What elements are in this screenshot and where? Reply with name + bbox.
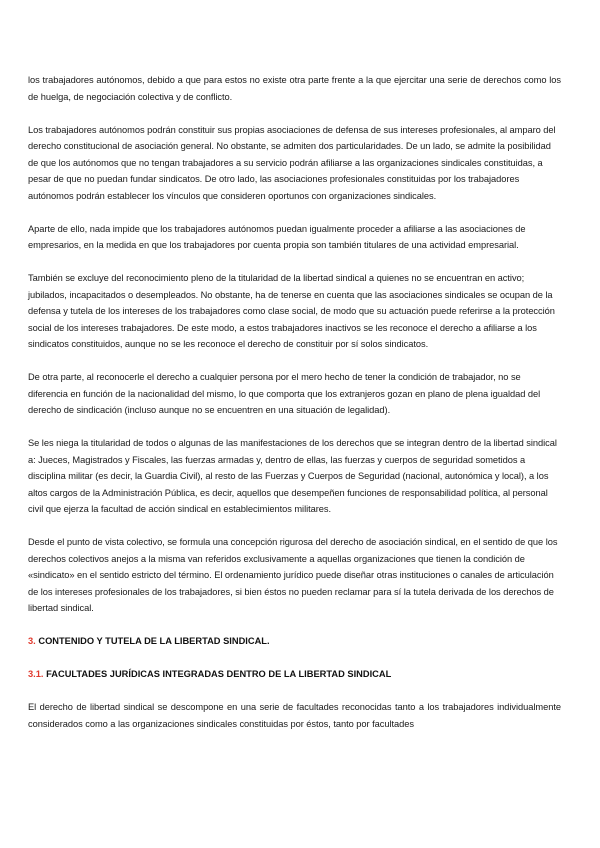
paragraph-facultades: El derecho de libertad sindical se descompone en una serie de facultades reconocidas tanto a los trabajadores individualmente considerados como a las organizaciones sindicales constituidas por éstos, tanto por facultades xyxy=(28,702,561,729)
section-title: CONTENIDO Y TUTELA DE LA LIBERTAD SINDICAL. xyxy=(35,636,270,646)
section-heading-3-1 xyxy=(28,666,561,683)
paragraph-asociaciones-empresarios: Aparte de ello, nada impide que los trabajadores autónomos puedan igualmente proceder a afiliarse a las asociaciones de empresarios, en la medida en que los trabajadores por cuenta propia son también titulares de una actividad empresarial. xyxy=(28,223,526,250)
paragraph-nacionalidad: De otra parte, al reconocerle el derecho a cualquier persona por el mero hecho de tener la condición de trabajador, no se diferencia en función de la nacionalidad del mismo, lo que comporta que los extranjeros gozan en plano de plena igualdad del derecho de sindicación (incluso aunque no se encuentren en una situación de legalidad). xyxy=(28,372,541,415)
section-heading-3 xyxy=(28,633,561,650)
section-number: 3. xyxy=(28,636,36,646)
subsection-number: 3.1. xyxy=(28,669,44,679)
page-content xyxy=(28,72,561,732)
paragraph-punto-vista-colectivo: Desde el punto de vista colectivo, se formula una concepción rigurosa del derecho de asociación sindical, en el sentido de que los derechos colectivos anejos a la misma van referidos exclusivamente a aquellas organizaciones que tienen la condición de «sindicato» en el sentido estricto del término. El ordenamiento jurídico puede diseñar otras instituciones o canales de articulación de los intereses profesionales de los trabajadores, si bien éstos no pueden reclamar para sí la tutela derivada de los derechos de libertad sindical. xyxy=(28,537,558,613)
paragraph-no-activos: También se excluye del reconocimiento pleno de la titularidad de la libertad sindical a quienes no se encuentran en activo; jubilados, incapacitados o desempleados. No obstante, ha de tenerse en cuenta que las asociaciones sindicales se ocupan de la defensa y tutela de los intereses de los trabajadores como clase social, de modo que su actuación puede referirse a la protección social de los intereses trabajadores. De este modo, a estos trabajadores inactivos se les reconoce el derecho a afiliarse a los sindicatos constituidos, aunque no se les reconoce el derecho de constituir por sí solos sindicatos. xyxy=(28,273,555,349)
paragraph-exclusiones: Se les niega la titularidad de todos o algunas de las manifestaciones de los derechos que se integran dentro de la libertad sindical a: Jueces, Magistrados y Fiscales, las fuerzas armadas y, dentro de ellas, las fuerzas y cuerpos de seguridad sometidos a disciplina militar (es decir, la Guardia Civil), al resto de las Fuerzas y Cuerpos de Seguridad (nacional, autonómica y local), a los altos cargos de la Administración Pública, es decir, aquellos que desempeñen funciones de responsabilidad política, al personal civil que ejerza la facultad de acción sindical en establecimientos militares. xyxy=(28,438,557,514)
subsection-title: FACULTADES JURÍDICAS INTEGRADAS DENTRO DE LA LIBERTAD SINDICAL xyxy=(43,669,392,679)
paragraph-autonomos-intro: los trabajadores autónomos, debido a que para estos no existe otra parte frente a la que ejercitar una serie de derechos como los de huelga, de negociación colectiva y de conflicto. xyxy=(28,75,561,102)
paragraph-asociaciones-autonomos: Los trabajadores autónomos podrán constituir sus propias asociaciones de defensa de sus intereses profesionales, al amparo del derecho constitucional de asociación general. No obstante, se admiten dos particularidades. De un lado, se admite la posibilidad de que los autónomos que no tengan trabajadores a su servicio podrán afiliarse a las organizaciones sindicales constituidas, a pesar de que no puedan fundar sindicatos. De otro lado, las asociaciones profesionales constituidas por los trabajadores autónomos podrán establecer los vínculos que consideren oportunos con organizaciones sindicales. xyxy=(28,124,556,201)
